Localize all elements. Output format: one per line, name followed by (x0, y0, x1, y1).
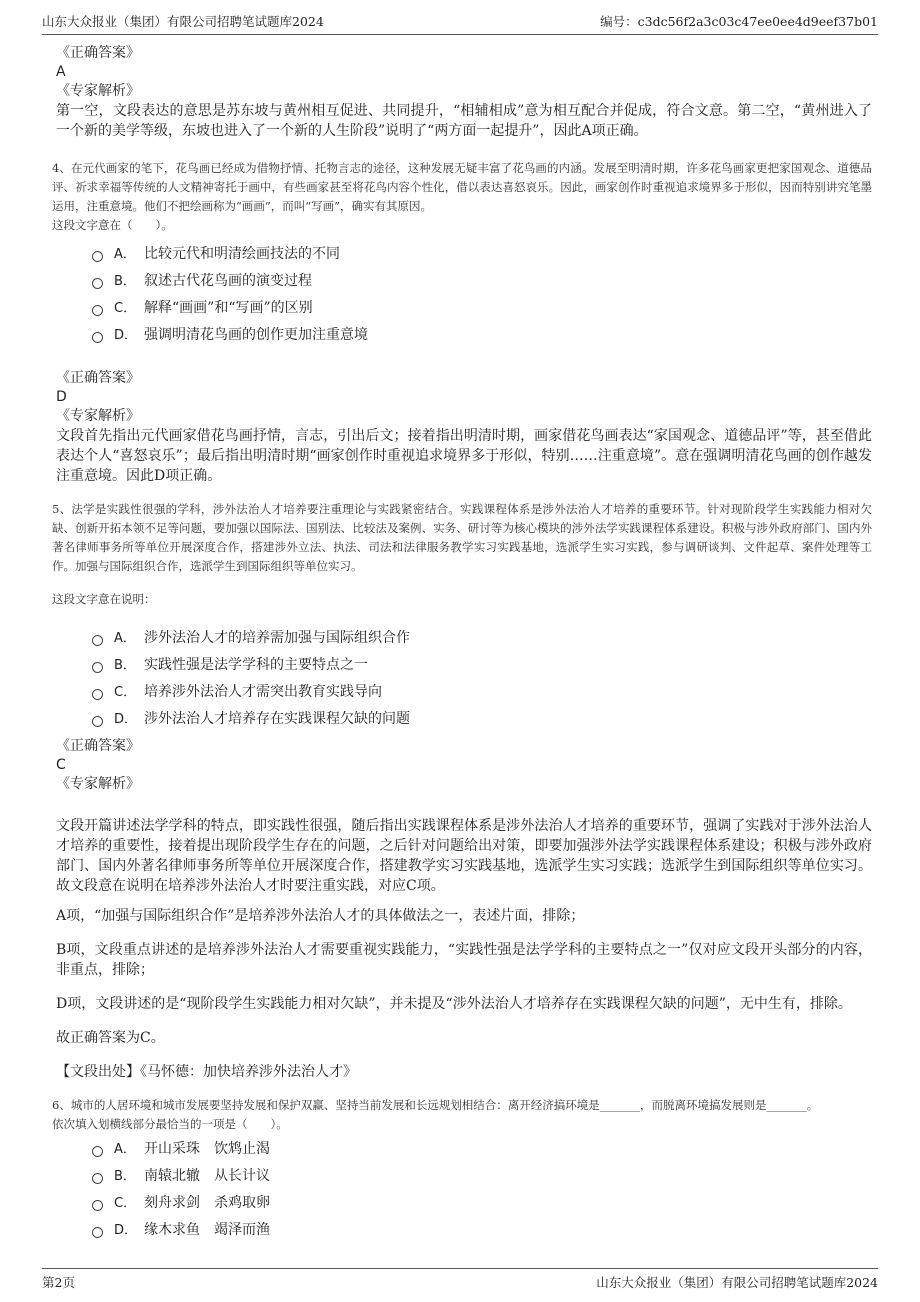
radio-icon[interactable] (92, 689, 103, 700)
q4-analysis: 文段首先指出元代画家借花鸟画抒情，言志，引出后文；接着指出明清时期，画家借花鸟画表达“家国观念、道德品评”等，甚至借此表达个人“喜怒哀乐”；最后指出明清时期“画家创作时重视追求境界多于形似，特别……注重意境”。意在强调明清花鸟画的创作越发注重意境。因此D项正确。 (56, 428, 872, 484)
page-content (52, 44, 872, 1242)
q6-option-b[interactable]: B． 南辕北辙 从长计议 (92, 1161, 872, 1188)
q4-stem: 4、在元代画家的笔下，花鸟画已经成为借物抒情、托物言志的途径，这种发展无疑丰富了花鸟画的内涵。发展至明清时期，许多花鸟画家更把家国观念、道德品评、祈求幸福等传统的人文精神寄托于画中，有些画家甚至将花鸟内容个性化，借以表达喜怒哀乐。因此，画家创作时重视追求境界多于形似，因而特别讲究笔墨运用，注重意境。他们不把绘画称为“画画”，而叫“写画”，确实有其原因。 (52, 161, 872, 213)
q6-option-a[interactable]: A． 开山采珠 饮鸩止渴 (92, 1134, 872, 1161)
q5-option-a[interactable]: A． 涉外法治人才的培养需加强与国际组织合作 (92, 623, 872, 650)
q6-prompt: 依次填入划横线部分最恰当的一项是（ ）。 (52, 1117, 288, 1131)
q4-option-a[interactable]: A． 比较元代和明清绘画技法的不同 (92, 239, 872, 266)
q5-analysis-conclusion: 故正确答案为C。 (56, 1030, 165, 1046)
q5-analysis-b: B项，文段重点讲述的是培养涉外法治人才需要重视实践能力，“实践性强是法学学科的主要特点之一”仅对应文段开头部分的内容，非重点，排除； (56, 942, 872, 978)
radio-icon[interactable] (92, 1227, 103, 1238)
q5-option-d[interactable]: D． 涉外法治人才培养存在实践课程欠缺的问题 (92, 704, 872, 731)
q6-option-c[interactable]: C． 刻舟求剑 杀鸡取卵 (92, 1188, 872, 1215)
q4-options (92, 239, 872, 347)
header-serial: 编号：c3dc56f2a3c03c47ee0ee4d9eef37b01 (600, 14, 878, 29)
radio-icon[interactable] (92, 251, 103, 262)
q4-answer: D (56, 389, 67, 405)
footer-title: 山东大众报业（集团）有限公司招聘笔试题库2024 (596, 1275, 878, 1290)
radio-icon[interactable] (92, 332, 103, 343)
radio-icon[interactable] (92, 1173, 103, 1184)
q4-option-b[interactable]: B． 叙述古代花鸟画的演变过程 (92, 266, 872, 293)
q5-analysis-main: 文段开篇讲述法学学科的特点，即实践性很强，随后指出实践课程体系是涉外法治人才培养的重要环节，强调了实践对于涉外法治人才培养的重要性，接着提出现阶段学生存在的问题，之后针对问题给出对策，即要加强涉外法学实践课程体系建设；积极与涉外政府部门、国内外著名律师事务所等单位开展深度合作，搭建教学实习实践基地，选派学生实习实践；选派学生到国际组织等单位实习。故文段意在说明在培养涉外法治人才时要注重实践，对应C项。 (56, 818, 872, 894)
q5-analysis-a: A项，“加强与国际组织合作”是培养涉外法治人才的具体做法之一，表述片面，排除； (56, 908, 585, 924)
q5-answer: C (56, 757, 66, 773)
q6-option-d[interactable]: D． 缘木求鱼 竭泽而渔 (92, 1215, 872, 1242)
q5-analysis-d: D项，文段讲述的是“现阶段学生实践能力相对欠缺”，并未提及“涉外法治人才培养存在实践课程欠缺的问题”，无中生有，排除。 (56, 996, 852, 1012)
q5-source: 【文段出处】《马怀德：加快培养涉外法治人才》 (56, 1064, 357, 1080)
q3-answer: A (56, 64, 66, 80)
q5-option-c[interactable]: C． 培养涉外法治人才需突出教育实践导向 (92, 677, 872, 704)
radio-icon[interactable] (92, 305, 103, 316)
correct-answer-label: 《正确答案》 (56, 738, 140, 754)
q5-stem: 5、法学是实践性很强的学科，涉外法治人才培养要注重理论与实践紧密结合。实践课程体系是涉外法治人才培养的重要环节。针对现阶段学生实践能力相对欠缺、创新开拓本领不足等问题，要加强以国际法、国别法、比较法及案例、实务、研讨等为核心模块的涉外法学实践课程体系建设。积极与涉外政府部门、国内外著名律师事务所等单位开展深度合作，搭建涉外立法、执法、司法和法律服务教学实习实践基地，选派学生实习实践，参与调研谈判、文件起草、案件处理等工作。加强与国际组织合作，选派学生到国际组织等单位实习。 (52, 502, 872, 573)
q6-options (92, 1134, 872, 1242)
q3-analysis: 第一空，文段表达的意思是苏东坡与黄州相互促进、共同提升，“相辅相成”意为相互配合并促成，符合文意。第二空，“黄州进入了一个新的美学等级，东坡也进入了一个新的人生阶段”说明了“两方面一起提升”，因此A项正确。 (56, 103, 872, 139)
page-footer (42, 1268, 878, 1291)
radio-icon[interactable] (92, 1200, 103, 1211)
page-header (42, 12, 878, 35)
radio-icon[interactable] (92, 1146, 103, 1157)
q4-option-c[interactable]: C． 解释“画画”和“写画”的区别 (92, 293, 872, 320)
correct-answer-label: 《正确答案》 (56, 370, 140, 386)
q5-options (92, 623, 872, 731)
radio-icon[interactable] (92, 635, 103, 646)
expert-analysis-label: 《专家解析》 (56, 408, 140, 424)
radio-icon[interactable] (92, 662, 103, 673)
q4-option-d[interactable]: D． 强调明清花鸟画的创作更加注重意境 (92, 320, 872, 347)
correct-answer-label: 《正确答案》 (56, 45, 140, 61)
q6-stem: 6、城市的人居环境和城市发展要坚持发展和保护双赢、坚持当前发展和长远规划相结合：离开经济搞环境是_______，而脱离环境搞发展则是_______。 (52, 1098, 819, 1112)
q5-prompt: 这段文字意在说明： (52, 592, 156, 606)
q4-prompt: 这段文字意在（ ）。 (52, 218, 173, 232)
radio-icon[interactable] (92, 278, 103, 289)
q5-option-b[interactable]: B． 实践性强是法学学科的主要特点之一 (92, 650, 872, 677)
header-title: 山东大众报业（集团）有限公司招聘笔试题库2024 (42, 14, 324, 29)
page-number: 第2页 (42, 1275, 75, 1290)
expert-analysis-label: 《专家解析》 (56, 83, 140, 99)
radio-icon[interactable] (92, 716, 103, 727)
expert-analysis-label: 《专家解析》 (56, 776, 140, 792)
